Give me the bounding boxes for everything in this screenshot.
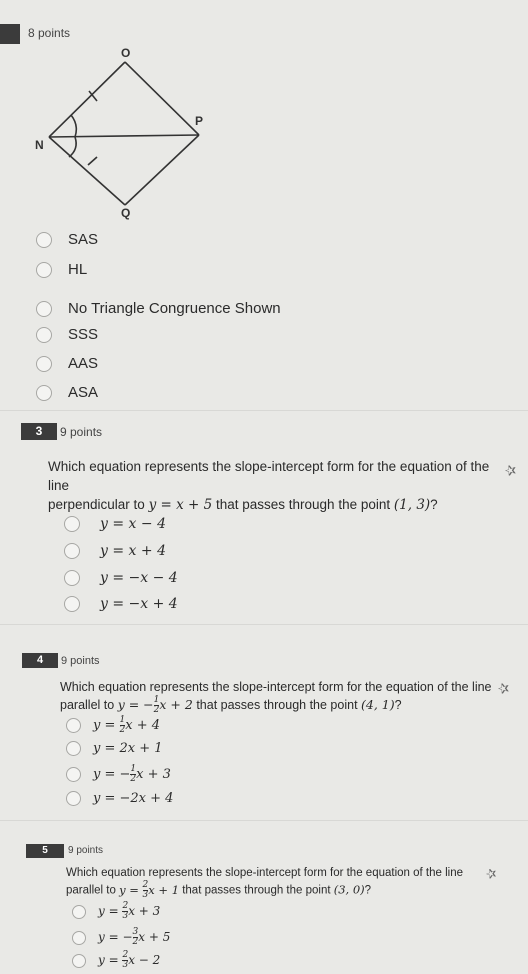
radio-button[interactable] [36, 356, 52, 372]
q2-option-hl[interactable] [36, 261, 87, 278]
q4-text-line1: Which equation represents the slope-intercept form for the equation of the line [60, 680, 492, 694]
radio-button[interactable] [64, 543, 80, 559]
pin-icon[interactable]: ✰ [502, 460, 519, 480]
q3-number-badge: 3 [21, 423, 57, 440]
q3-line-equation: y = x + 5 [148, 497, 213, 513]
tick-mark-nq [88, 157, 97, 165]
q2-option-no-congruence[interactable] [36, 300, 281, 317]
radio-button[interactable] [66, 767, 81, 782]
option-label: No Triangle Congruence Shown [68, 300, 281, 317]
radio-button[interactable] [72, 905, 86, 919]
q3-text-line1: Which equation represents the slope-intercept form for the equation of the line [48, 459, 490, 493]
q5-text-mid: that passes through the point [182, 884, 331, 897]
segment-nq [49, 137, 125, 205]
q3-text-end: ? [430, 497, 438, 512]
q4-option-c[interactable] [66, 765, 171, 784]
segment-no [49, 62, 125, 137]
radio-button[interactable] [36, 262, 52, 278]
q2-option-aas[interactable] [36, 355, 98, 372]
angle-arc-pnq [69, 137, 76, 157]
q5-point: (3, 0) [333, 882, 365, 897]
q2-option-sas[interactable] [36, 231, 98, 248]
q3-text-line2 [48, 495, 508, 515]
radio-button[interactable] [36, 301, 52, 317]
q2-option-asa[interactable] [36, 384, 98, 401]
q2-number-marker [0, 24, 20, 44]
label-n: N [35, 138, 44, 152]
q5-number-badge: 5 [26, 844, 64, 858]
radio-button[interactable] [66, 741, 81, 756]
q4-point: (4, 1) [361, 697, 395, 712]
label-q: Q [121, 206, 131, 220]
q3-option-a[interactable] [64, 516, 166, 532]
angle-arc-onp [71, 115, 76, 137]
radio-button[interactable] [64, 596, 80, 612]
q5-line-equation: y = $\frac{2}{3}$ x + 1 [119, 880, 180, 900]
option-label: y = −x − 4 [100, 570, 178, 586]
q4-option-a[interactable] [66, 716, 160, 735]
q4-option-b[interactable] [66, 741, 163, 756]
q5-option-c[interactable] [72, 951, 160, 970]
q4-text-mid: that passes through the point [196, 698, 358, 712]
q3-option-b[interactable] [64, 543, 166, 559]
label-o: O [121, 46, 131, 60]
q4-line-equation: y = − $\frac{1}{2}$ x + 2 [117, 695, 193, 715]
option-label: y = − $\frac{3}{2}$ x + 5 [98, 927, 171, 947]
option-label: y = x − 4 [100, 516, 166, 532]
option-label: SAS [68, 231, 99, 248]
option-label: SSS [68, 326, 99, 343]
radio-button[interactable] [72, 931, 86, 945]
option-label: y = $\frac{2}{3}$ x + 3 [98, 901, 161, 921]
q3-question-text [48, 457, 508, 515]
radio-button[interactable] [36, 327, 52, 343]
radio-button[interactable] [64, 516, 80, 532]
segment-qp [125, 135, 199, 205]
segment-op [125, 62, 199, 135]
q3-text-pre: perpendicular to [48, 497, 145, 512]
question-divider [0, 624, 528, 625]
segment-np [49, 135, 199, 137]
question-divider [0, 410, 528, 411]
q4-question-text [60, 678, 500, 715]
q5-option-a[interactable] [72, 902, 160, 921]
q4-text-line2 [60, 696, 500, 715]
question-divider [0, 820, 528, 821]
q3-points: 9 points [60, 425, 103, 439]
q3-option-d[interactable] [64, 596, 178, 612]
q5-text-end: ? [364, 884, 372, 897]
radio-button[interactable] [36, 385, 52, 401]
q4-option-d[interactable] [66, 791, 173, 806]
q2-points: 8 points [28, 26, 71, 40]
q4-text-pre: parallel to [60, 698, 115, 712]
q5-text-line2 [66, 881, 486, 900]
pin-icon[interactable]: ✰ [495, 678, 512, 698]
option-label: y = $\frac{1}{2}$ x + 4 [93, 715, 161, 735]
q2-option-sss[interactable] [36, 326, 98, 343]
q3-option-c[interactable] [64, 570, 178, 586]
radio-button[interactable] [66, 791, 81, 806]
q5-text-line1: Which equation represents the slope-intercept form for the equation of the line [66, 867, 463, 879]
q3-text-mid: that passes through the point [215, 497, 391, 512]
pin-icon[interactable]: ✰ [483, 864, 499, 883]
option-label: ASA [68, 384, 99, 401]
radio-button[interactable] [66, 718, 81, 733]
radio-button[interactable] [36, 232, 52, 248]
option-label: y = −2x + 4 [93, 791, 174, 806]
label-p: P [195, 114, 204, 128]
option-label: y = −x + 4 [100, 596, 178, 612]
q4-points: 9 points [61, 655, 100, 667]
option-label: y = − $\frac{1}{2}$ x + 3 [93, 764, 171, 784]
q5-option-b[interactable] [72, 928, 170, 947]
option-label: HL [68, 261, 88, 278]
q5-points: 9 points [68, 845, 104, 856]
radio-button[interactable] [64, 570, 80, 586]
q4-text-end: ? [394, 698, 402, 712]
q4-number-badge: 4 [22, 653, 58, 668]
option-label: y = x + 4 [100, 543, 166, 559]
option-label: AAS [68, 355, 99, 372]
triangle-figure [25, 45, 225, 225]
radio-button[interactable] [72, 954, 86, 968]
q5-text-pre: parallel to [66, 884, 116, 897]
option-label: y = 2x + 1 [93, 741, 163, 756]
q3-point: (1, 3) [393, 497, 431, 513]
q5-question-text [66, 865, 486, 900]
option-label: y = $\frac{2}{3}$ x − 2 [98, 950, 161, 970]
